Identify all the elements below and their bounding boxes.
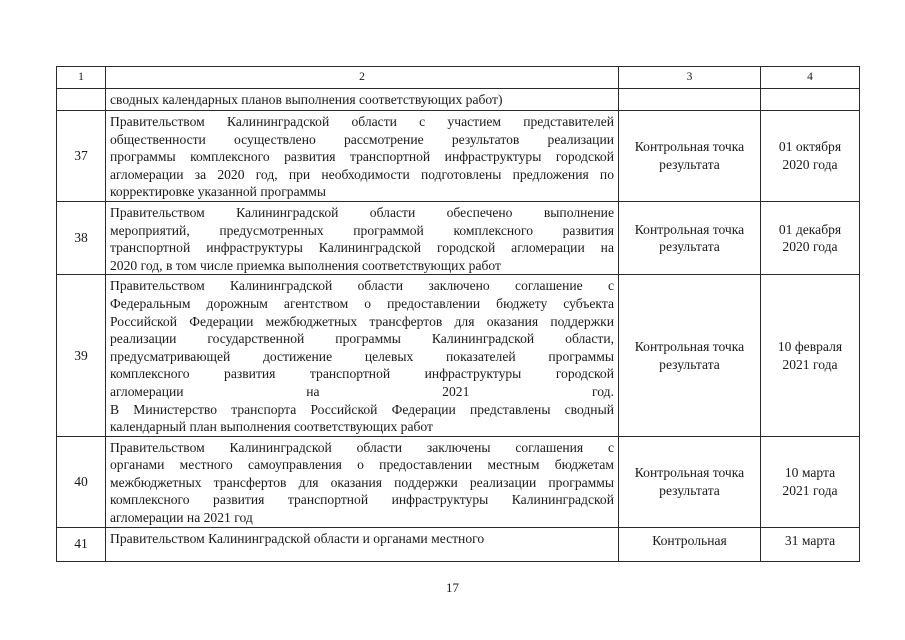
event-description xyxy=(106,201,619,274)
row-number: 41 xyxy=(57,527,106,561)
description-line: корректировке указанной программы xyxy=(110,184,326,200)
description-line: календарный план выполнения соответствующих работ xyxy=(110,419,433,435)
description-line: комплексного развития транспортной инфраструктуры городской xyxy=(110,366,614,382)
event-type: Контрольная xyxy=(619,527,761,561)
due-date: 31 марта xyxy=(761,527,860,561)
event-description xyxy=(106,111,619,202)
table-row xyxy=(57,111,860,202)
due-date: 10 февраля 2021 года xyxy=(761,275,860,436)
table-row xyxy=(57,201,860,274)
header-col-2: 2 xyxy=(106,67,619,89)
row-number: 39 xyxy=(57,275,106,436)
description-line: транспортной инфраструктуры Калининградской городской агломерации на xyxy=(110,240,614,256)
row-number: 37 xyxy=(57,111,106,202)
event-description xyxy=(106,89,619,111)
description-line: 2020 год, в том числе приемка выполнения соответствующих работ xyxy=(110,257,501,273)
table-header-row xyxy=(57,67,860,89)
row-number: 38 xyxy=(57,201,106,274)
table-row xyxy=(57,89,860,111)
description-line: Правительством Калининградской области заключены соглашения с xyxy=(110,439,614,455)
description-line: комплексного развития транспортной инфраструктуры Калининградской xyxy=(110,492,614,508)
table-row xyxy=(57,436,860,527)
description-line: Правительством Калининградской области с участием представителей xyxy=(110,114,614,129)
event-type: Контрольная точка результата xyxy=(619,201,761,274)
description-line: Российской Федерации межбюджетных трансфертов для оказания поддержки xyxy=(110,313,614,329)
description-line: агломерации на 2021 год xyxy=(110,510,253,526)
due-date: 10 марта 2021 года xyxy=(761,436,860,527)
event-description xyxy=(106,275,619,436)
event-type: Контрольная точка результата xyxy=(619,111,761,202)
event-type: Контрольная точка результата xyxy=(619,436,761,527)
header-col-4: 4 xyxy=(761,67,860,89)
description-line: Федеральным дорожным агентством о предоставлении бюджету субъекта xyxy=(110,295,614,311)
due-date: 01 октября 2020 года xyxy=(761,111,860,202)
description-line: программы комплексного развития транспортной инфраструктуры городской xyxy=(110,149,614,165)
event-type: Контрольная точка результата xyxy=(619,275,761,436)
row-number: 40 xyxy=(57,436,106,527)
description-line: В Министерство транспорта Российской Федерации представлены сводный xyxy=(110,401,614,417)
description-line: Правительством Калининградской области и органами местного xyxy=(110,530,485,546)
header-col-1: 1 xyxy=(57,67,106,89)
table-row xyxy=(57,275,860,436)
description-line: агломерации на 2021 год. xyxy=(110,383,614,399)
header-col-3: 3 xyxy=(619,67,761,89)
event-description xyxy=(106,527,619,561)
description-line: предусматривающей достижение целевых показателей программы xyxy=(110,348,614,364)
event-type xyxy=(619,89,761,111)
description-line: межбюджетных трансфертов для оказания поддержки реализации программы xyxy=(110,474,614,490)
due-date: 01 декабря 2020 года xyxy=(761,201,860,274)
description-line: Правительством Калининградской области заключено соглашение с xyxy=(110,278,614,294)
description-line: общественности осуществлено рассмотрение результатов реализации xyxy=(110,131,614,147)
description-line: реализации государственной программы Калининградской области, xyxy=(110,331,614,347)
due-date xyxy=(761,89,860,111)
control-points-table xyxy=(56,66,860,562)
description-line: сводных календарных планов выполнения соответствующих работ) xyxy=(110,92,503,107)
description-line: агломерации за 2020 год, при необходимости подготовлены предложения по xyxy=(110,166,614,182)
row-number xyxy=(57,89,106,111)
table-row xyxy=(57,527,860,561)
description-line: органами местного самоуправления о предоставлении местным бюджетам xyxy=(110,457,614,473)
description-line: Правительством Калининградской области обеспечено выполнение xyxy=(110,204,614,220)
page-number: 17 xyxy=(446,580,459,595)
event-description xyxy=(106,436,619,527)
description-line: мероприятий, предусмотренных программой комплексного развития xyxy=(110,222,614,238)
